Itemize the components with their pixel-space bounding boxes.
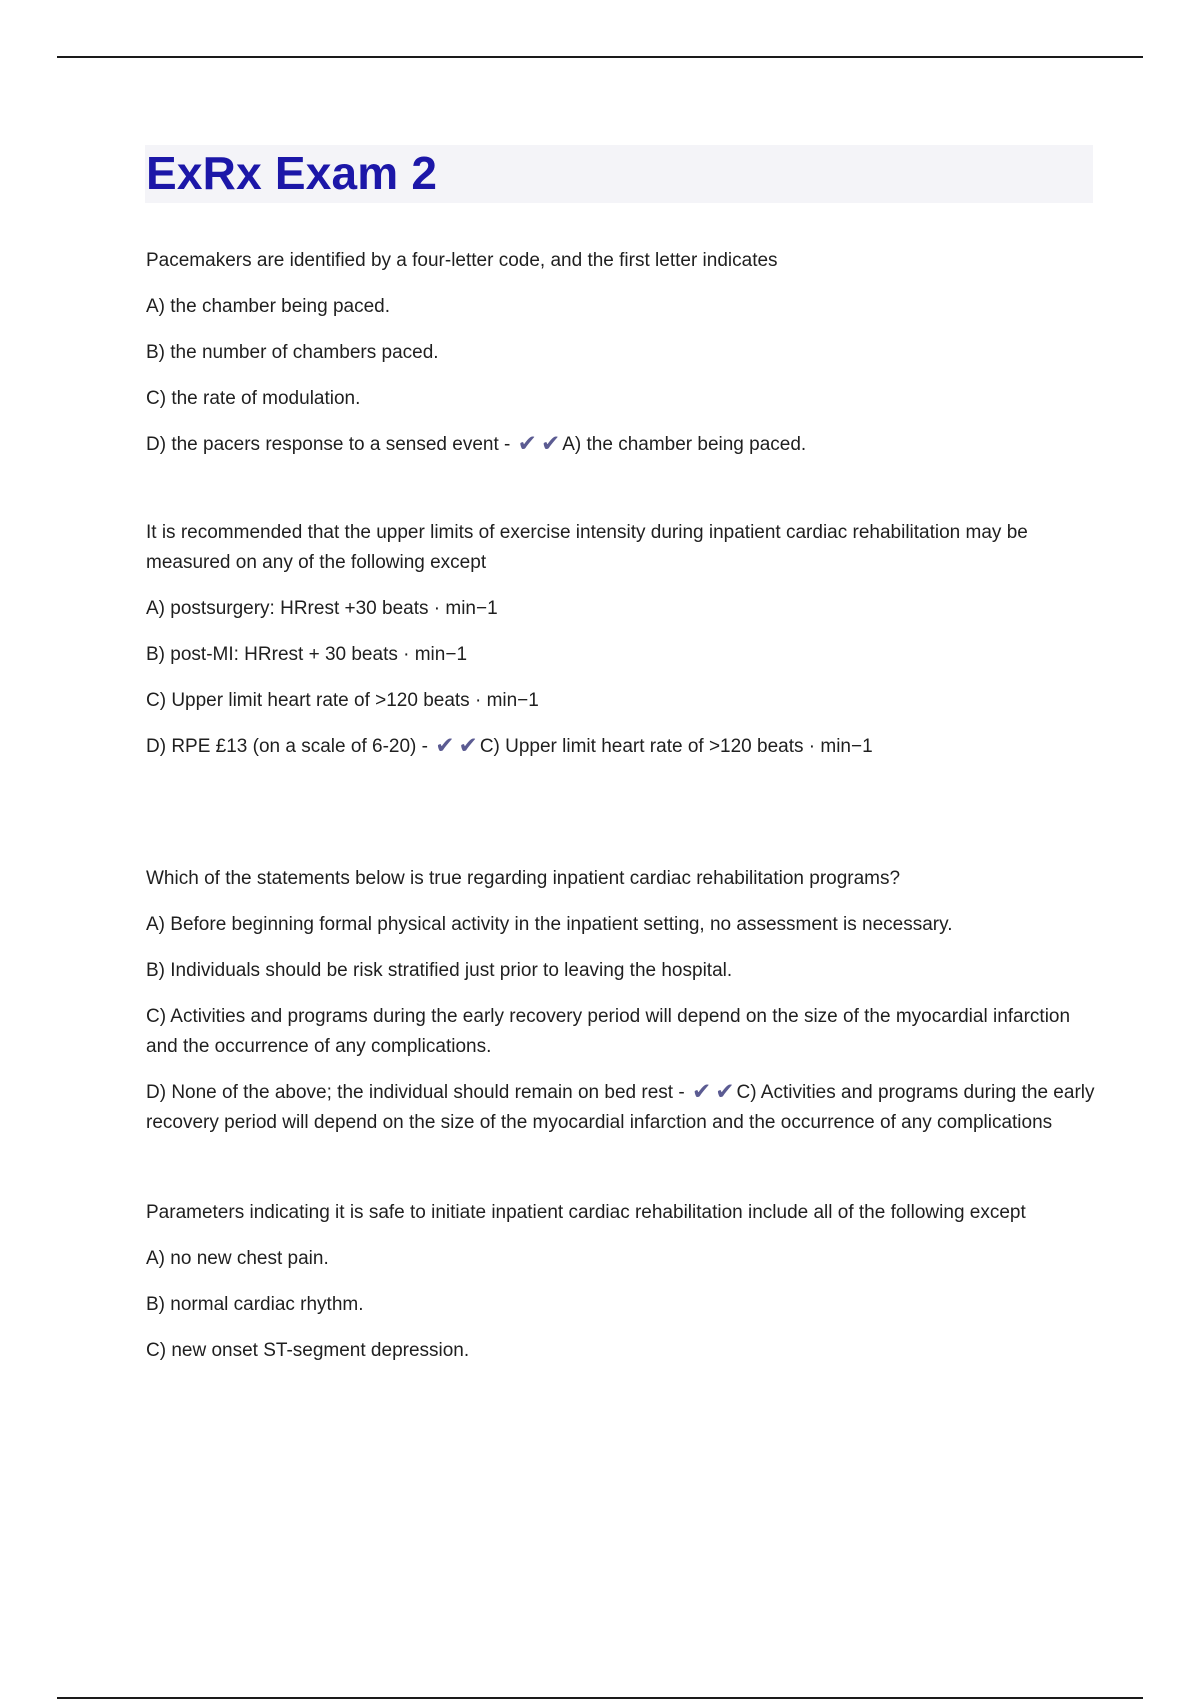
option-d-with-answer <box>146 732 1096 762</box>
option-c: C) the rate of modulation. <box>146 388 361 409</box>
check-icon: ✔ <box>458 732 478 758</box>
option-b: B) Individuals should be risk stratified just prior to leaving the hospital. <box>146 960 733 981</box>
answer-text: C) Upper limit heart rate of >120 beats · min−1 <box>479 736 873 757</box>
footer-rule <box>57 1697 1143 1699</box>
question-block-1 <box>146 246 1096 460</box>
question-text: Which of the statements below is true regarding inpatient cardiac rehabilitation programs? <box>146 868 901 889</box>
check-icon: ✔ <box>517 430 537 456</box>
question-text: It is recommended that the upper limits of exercise intensity during inpatient cardiac rehabilitation may be measured on any of the following except <box>146 522 1028 573</box>
option-b: B) the number of chambers paced. <box>146 342 439 363</box>
question-block-4 <box>146 1198 1096 1366</box>
option-c: C) Upper limit heart rate of >120 beats · min−1 <box>146 690 539 711</box>
question-text: Pacemakers are identified by a four-letter code, and the first letter indicates <box>146 250 778 271</box>
option-a: A) Before beginning formal physical activity in the inpatient setting, no assessment is necessary. <box>146 914 953 935</box>
question-block-3 <box>146 864 1096 1138</box>
header-rule <box>57 56 1143 58</box>
option-a: A) postsurgery: HRrest +30 beats · min−1 <box>146 598 498 619</box>
answer-text: C) Activities and programs during the early recovery period will depend on the size of the myocardial infarction and the occurrence of any complications <box>146 1082 1095 1133</box>
option-d-with-answer <box>146 430 1096 460</box>
option-b: B) post-MI: HRrest + 30 beats · min−1 <box>146 644 468 665</box>
option-a: A) no new chest pain. <box>146 1248 329 1269</box>
answer-text: A) the chamber being paced. <box>562 434 807 455</box>
option-c: C) Activities and programs during the early recovery period will depend on the size of the myocardial infarction and the occurrence of any complications. <box>146 1006 1071 1057</box>
option-b: B) normal cardiac rhythm. <box>146 1294 364 1315</box>
option-c: C) new onset ST-segment depression. <box>146 1340 470 1361</box>
option-d: D) RPE £13 (on a scale of 6-20) - <box>146 736 428 757</box>
document-body <box>146 246 1096 1382</box>
check-icon: ✔ <box>540 430 561 456</box>
question-block-2 <box>146 518 1096 762</box>
option-d: D) the pacers response to a sensed event - <box>146 434 511 455</box>
option-d: D) None of the above; the individual should remain on bed rest - <box>146 1082 685 1103</box>
question-text: Parameters indicating it is safe to initiate inpatient cardiac rehabilitation include all of the following except <box>146 1202 1026 1223</box>
option-a: A) the chamber being paced. <box>146 296 390 317</box>
check-icon: ✔ <box>691 1078 712 1104</box>
check-icon: ✔ <box>715 1078 735 1104</box>
option-d-with-answer <box>146 1078 1096 1138</box>
document-title: ExRx Exam 2 <box>146 147 438 199</box>
check-icon: ✔ <box>435 732 455 758</box>
